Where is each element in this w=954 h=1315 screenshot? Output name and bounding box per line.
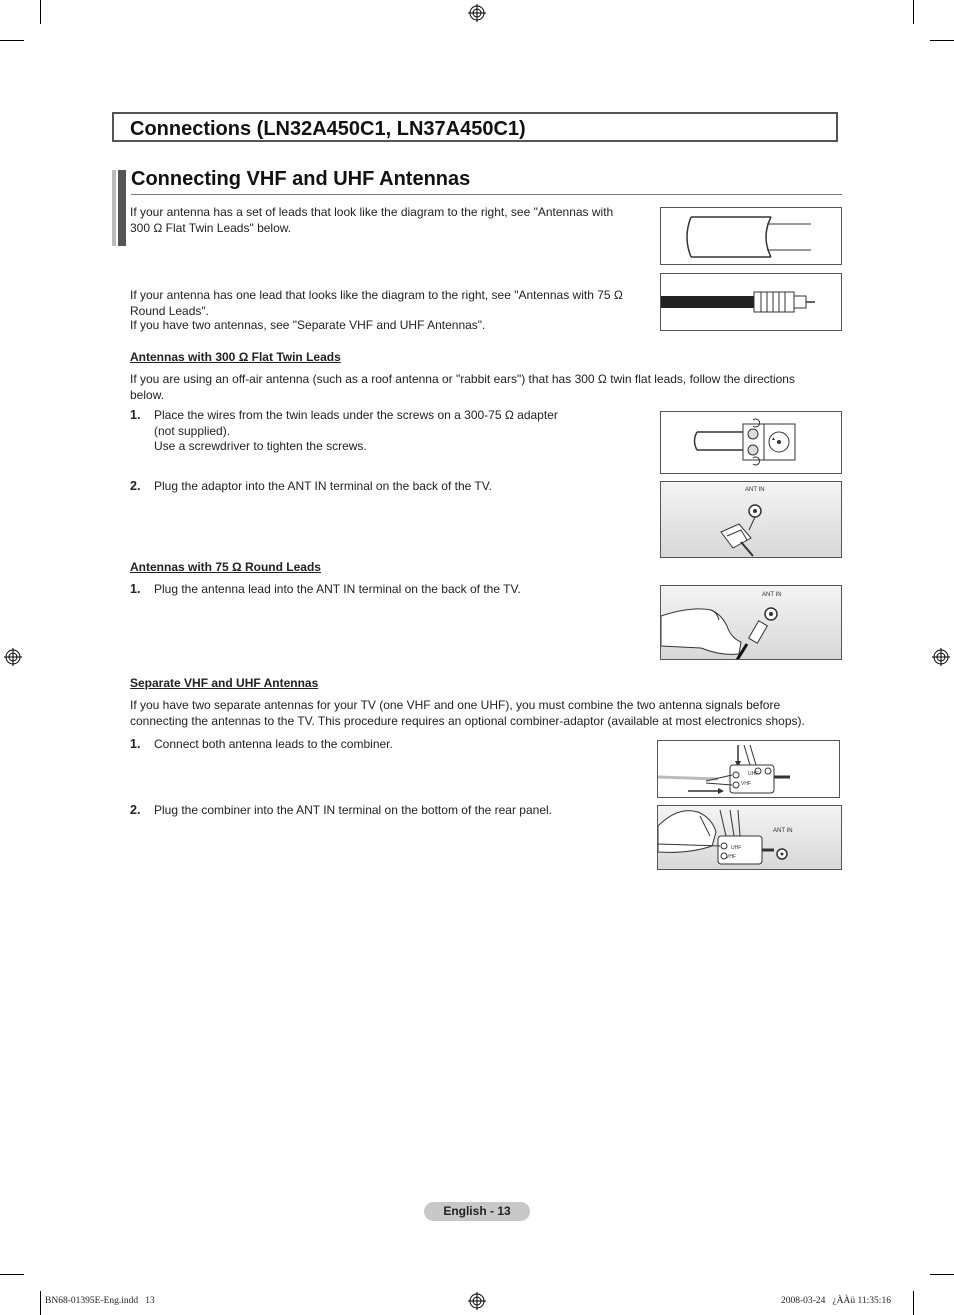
- twin-step-1-line-3: Use a screwdriver to tighten the screws.: [154, 439, 367, 453]
- round-step-1-text: Plug the antenna lead into the ANT IN terminal on the back of the TV.: [154, 582, 521, 596]
- registration-mark-icon: [932, 648, 950, 666]
- svg-text:▲: ▲: [771, 436, 776, 442]
- section-title: Connections (LN32A450C1, LN37A450C1): [112, 112, 838, 142]
- twin-step-2-text: Plug the adaptor into the ANT IN terminal on the back of the TV.: [154, 479, 492, 493]
- step-number: 1.: [130, 582, 141, 596]
- twin-lead-diagram: [660, 207, 842, 265]
- separate-description: If you have two separate antennas for your TV (one VHF and one UHF), you must combine the two antenna signals before connecting the antennas to the TV. This procedure requires an optional combiner-adaptor (available at most electronics shops).: [130, 698, 805, 728]
- round-lead-ant-in-diagram: [660, 585, 842, 660]
- intro-paragraph-2: If your antenna has one lead that looks like the diagram to the right, see "Antennas with 75 Ω Round Leads".: [130, 288, 623, 318]
- twin-step-1-line-1: Place the wires from the twin leads under the screws on a 300-75 Ω adapter: [154, 408, 558, 422]
- twin-step-1-line-2: (not supplied).: [154, 424, 231, 438]
- registration-mark-icon: [4, 648, 22, 666]
- page-number-badge: English - 13: [424, 1202, 530, 1221]
- round-leads-heading: Antennas with 75 Ω Round Leads: [130, 560, 321, 574]
- uhf-label: UHF: [748, 771, 759, 777]
- vhf-label: VHF: [726, 854, 736, 860]
- separate-heading: Separate VHF and UHF Antennas: [130, 676, 319, 690]
- step-number: 2.: [130, 803, 141, 817]
- registration-mark-icon: [468, 4, 486, 22]
- ant-in-label: ANT IN: [773, 828, 793, 834]
- separate-step-1-text: Connect both antenna leads to the combiner.: [154, 737, 393, 751]
- step-number: 2.: [130, 479, 141, 493]
- intro-paragraph-1: If your antenna has a set of leads that look like the diagram to the right, see "Antennas with 300 Ω Flat Twin Leads" below.: [130, 205, 614, 235]
- sub-title-accent-bar: [112, 170, 126, 246]
- sub-title-rule: [131, 194, 842, 195]
- twin-leads-description: If you are using an off-air antenna (such as a roof antenna or "rabbit ears") that has 300 Ω twin flat leads, follow the directions below.: [130, 372, 795, 402]
- step-number: 1.: [130, 408, 141, 422]
- slug-timestamp: 2008-03-24 ¿ÀÀü 11:35:16: [781, 1296, 891, 1306]
- round-lead-diagram: [660, 273, 842, 331]
- separate-step-2-text: Plug the combiner into the ANT IN terminal on the bottom of the rear panel.: [154, 803, 552, 817]
- ant-in-label: ANT IN: [762, 592, 782, 598]
- slug-file-name: BN68-01395E-Eng.indd 13: [45, 1296, 155, 1306]
- twin-leads-heading: Antennas with 300 Ω Flat Twin Leads: [130, 350, 341, 364]
- sub-title: Connecting VHF and UHF Antennas: [131, 168, 471, 190]
- ant-in-label: ANT IN: [745, 487, 765, 493]
- adaptor-ant-in-diagram: [660, 481, 842, 558]
- vhf-label: VHF: [741, 781, 751, 787]
- intro-paragraph-3: If you have two antennas, see "Separate VHF and UHF Antennas".: [130, 318, 486, 332]
- uhf-label: UHF: [731, 845, 742, 851]
- step-number: 1.: [130, 737, 141, 751]
- combiner-diagram: [657, 740, 840, 798]
- combiner-ant-in-diagram: [657, 805, 842, 870]
- registration-mark-icon: [468, 1292, 486, 1310]
- adapter-diagram: [660, 411, 842, 474]
